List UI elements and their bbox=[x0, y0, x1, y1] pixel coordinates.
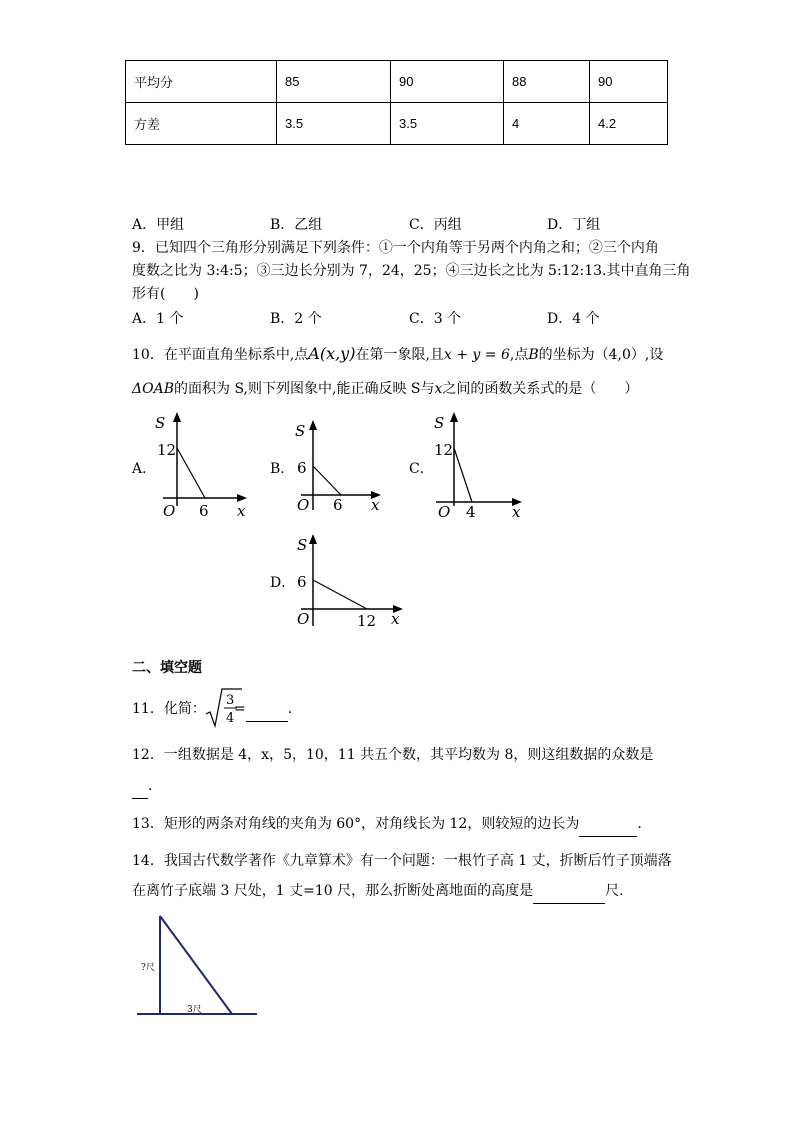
q10-option-d[interactable]: D． bbox=[270, 575, 296, 591]
answer-blank[interactable] bbox=[579, 812, 637, 837]
x-tick-label: 4 bbox=[466, 503, 476, 520]
origin-label: O bbox=[297, 610, 310, 628]
y-axis-label: S bbox=[295, 422, 306, 440]
x-axis-label: x bbox=[391, 610, 400, 628]
q9-line-2: 度数之比为 3:4:5；③三边长分别为 7，24，25；④三边长之比为 5:12:13.其中直角三角 bbox=[132, 263, 691, 279]
x-tick-label: 12 bbox=[357, 612, 377, 630]
height-label: ?尺 bbox=[141, 963, 155, 973]
y-axis-label: S bbox=[297, 536, 308, 554]
numerator: 3 bbox=[226, 693, 235, 708]
q12-line-2: . bbox=[132, 774, 152, 799]
q10-line-2: ΔOAB的面积为 S,则下列图象中,能正确反映 S与x之间的函数关系式的是（ ） bbox=[132, 381, 639, 397]
q9-option-a[interactable]: A．1 个 bbox=[132, 311, 184, 327]
q14-line-1: 14．我国古代数学著作《九章算术》有一个问题：一根竹子高 1 丈，折断后竹子顶端落 bbox=[132, 853, 672, 869]
graph-b bbox=[293, 418, 393, 518]
row-label: 方差 bbox=[126, 103, 277, 145]
q9-line-3: 形有( ) bbox=[132, 286, 199, 302]
table-cell: 88 bbox=[504, 61, 590, 103]
x-axis-label: x bbox=[512, 503, 521, 520]
table-cell: 90 bbox=[391, 61, 504, 103]
q8-option-c[interactable]: C．丙组 bbox=[409, 217, 462, 233]
y-axis-label: S bbox=[155, 414, 166, 432]
section-title: 二、填空题 bbox=[132, 660, 202, 676]
q10-option-b[interactable]: B． bbox=[270, 461, 295, 477]
x-axis-label: x bbox=[371, 496, 380, 514]
y-tick-label: 6 bbox=[297, 459, 307, 477]
x-tick-label: 6 bbox=[199, 502, 209, 520]
q8-option-b[interactable]: B．乙组 bbox=[270, 217, 323, 233]
q8-option-d[interactable]: D．丁组 bbox=[547, 217, 601, 233]
q10-line-1: 10．在平面直角坐标系中,点A(x,y)在第一象限,且x + y = 6,点B的坐标为（4,0）,设 bbox=[132, 344, 664, 363]
origin-label: O bbox=[438, 503, 451, 520]
table-row bbox=[126, 103, 668, 145]
origin-label: O bbox=[163, 502, 176, 520]
origin-label: O bbox=[297, 496, 310, 514]
scores-table bbox=[125, 60, 668, 145]
graph-c bbox=[432, 410, 532, 520]
table-cell: 85 bbox=[277, 61, 391, 103]
denominator: 4 bbox=[226, 711, 235, 726]
x-axis-label: x bbox=[237, 502, 246, 520]
sum-equation: x + y = 6 bbox=[443, 347, 510, 363]
y-tick-label: 12 bbox=[157, 441, 177, 459]
table-cell: 90 bbox=[590, 61, 668, 103]
table-cell: 3.5 bbox=[391, 103, 504, 145]
row-label: 平均分 bbox=[126, 61, 277, 103]
q14-line-2: 在离竹子底端 3 尺处，1 丈=10 尺，那么折断处离地面的高度是 尺. bbox=[132, 879, 624, 904]
q13-line: 13．矩形的两条对角线的夹角为 60°，对角线长为 12，则较短的边长为 . bbox=[132, 812, 642, 837]
base-label: 3尺 bbox=[187, 1005, 202, 1015]
q10-option-a[interactable]: A． bbox=[132, 461, 157, 477]
q9-option-d[interactable]: D．4 个 bbox=[547, 311, 600, 327]
table-cell: 3.5 bbox=[277, 103, 391, 145]
x-tick-label: 6 bbox=[333, 496, 343, 514]
q8-option-a[interactable]: A．甲组 bbox=[132, 217, 185, 233]
answer-blank[interactable] bbox=[246, 697, 288, 722]
y-axis-label: S bbox=[434, 414, 445, 432]
q9-option-c[interactable]: C．3 个 bbox=[409, 311, 462, 327]
table-cell: 4.2 bbox=[590, 103, 668, 145]
table-row bbox=[126, 61, 668, 103]
table-cell: 4 bbox=[504, 103, 590, 145]
q9-line-1: 9．已知四个三角形分别满足下列条件：①一个内角等于另两个内角之和；②三个内角 bbox=[132, 240, 659, 256]
graph-a bbox=[155, 410, 255, 520]
q9-option-b[interactable]: B．2 个 bbox=[270, 311, 322, 327]
q10-option-c[interactable]: C． bbox=[409, 461, 434, 477]
q11-answer: = . bbox=[234, 697, 292, 722]
q11-text: 11．化简： bbox=[132, 701, 206, 717]
answer-blank[interactable] bbox=[132, 774, 148, 799]
graph-d bbox=[293, 532, 413, 632]
y-tick-label: 6 bbox=[297, 573, 307, 591]
y-tick-label: 12 bbox=[434, 441, 454, 459]
bamboo-figure bbox=[135, 910, 260, 1020]
q12-line-1: 12．一组数据是 4，x，5，10，11 共五个数，其平均数为 8，则这组数据的众数是 bbox=[132, 747, 654, 763]
point-a-expr: A(x,y) bbox=[308, 344, 356, 363]
answer-blank[interactable] bbox=[533, 879, 605, 904]
triangle-oab: ΔOAB bbox=[132, 381, 174, 397]
